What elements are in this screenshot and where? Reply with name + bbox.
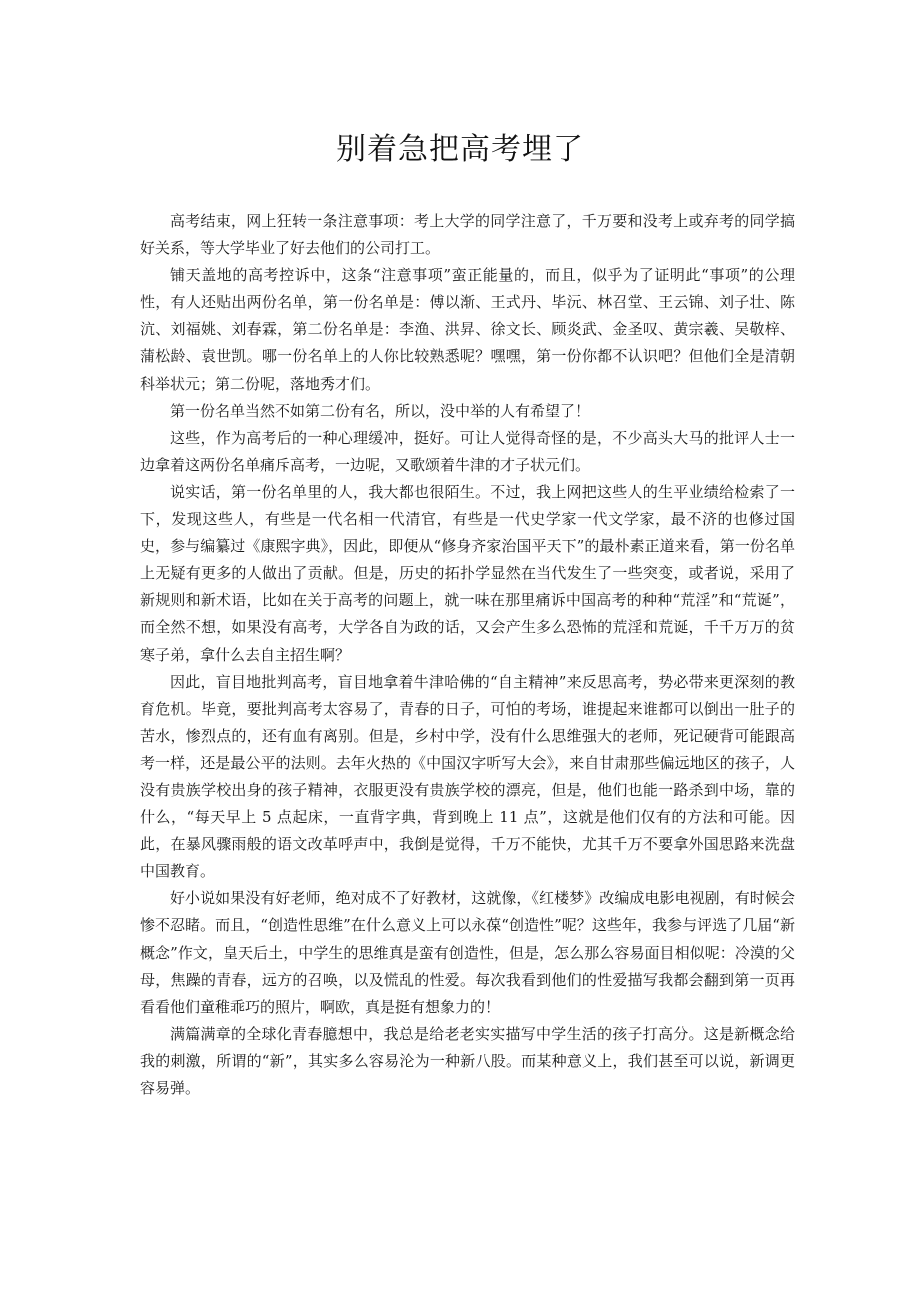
paragraph: 这些，作为高考后的一种心理缓冲，挺好。可让人觉得奇怪的是，不少高头大马的批评人士一边拿着这两份名单痛斥高考，一边呢，又歌颂着牛津的才子状元们。	[140, 428, 795, 474]
paragraph: 因此，盲目地批判高考，盲目地拿着牛津哈佛的“自主精神”来反思高考，势必带来更深刻的教育危机。毕竟，要批判高考太容易了，青春的日子，可怕的考场，谁提起来谁都可以倒出一肚子的苦水，惨烈点的，还有血有离别。但是，乡村中学，没有什么思维强大的老师，死记硬背可能跟高考一样，还是最公平的法则。去年火热的《中国汉字听写大会》，来自甘肃那些偏远地区的孩子，人没有贵族学校出身的孩子精神，衣服更没有贵族学校的漂亮，但是，他们也能一路杀到中场，靠的什么，“每天早上 5 点起床，一直背字典，背到晚上 11 点”，这就是他们仅有的方法和可能。因此，在暴风骤雨般的语文改革呼声中，我倒是觉得，千万不能快，尤其千万不要拿外国思路来洗盘中国教育。	[140, 672, 795, 881]
paragraph: 第一份名单当然不如第二份有名，所以，没中举的人有希望了！	[170, 401, 591, 420]
document-title: 别着急把高考埋了	[336, 132, 584, 167]
paragraph: 好小说如果没有好老师，绝对成不了好教材，这就像，《红楼梦》改编成电影电视剧，有时候会惨不忍睹。而且，“创造性思维”在什么意义上可以永葆“创造性”呢？这些年，我参与评选了几届“新概念”作文，皇天后土，中学生的思维真是蛮有创造性，但是，怎么那么容易面目相似呢：冷漠的父母，焦躁的青春，远方的召唤，以及慌乱的性爱。每次我看到他们的性爱描写我都会翻到第一页再看看他们童稚乖巧的照片，啊欧，真是挺有想象力的！	[140, 889, 795, 1016]
paragraph: 高考结束，网上狂转一条注意事项：考上大学的同学注意了，千万要和没考上或弃考的同学搞好关系，等大学毕业了好去他们的公司打工。	[140, 212, 795, 258]
paragraph: 满篇满章的全球化青春臆想中，我总是给老老实实描写中学生活的孩子打高分。这是新概念给我的刺激，所谓的“新”，其实多么容易沦为一种新八股。而某种意义上，我们甚至可以说，新调更容易弹。	[140, 1024, 795, 1097]
article-body	[140, 208, 795, 1102]
paragraph: 铺天盖地的高考控诉中，这条“注意事项”蛮正能量的，而且，似乎为了证明此“事项”的公理性，有人还贴出两份名单，第一份名单是：傅以渐、王式丹、毕沅、林召堂、王云锦、刘子壮、陈沆、刘福姚、刘春霖，第二份名单是：李渔、洪昇、徐文长、顾炎武、金圣叹、黄宗羲、吴敬梓、蒲松龄、袁世凯。哪一份名单上的人你比较熟悉呢？嘿嘿，第一份你都不认识吧？但他们全是清朝科举状元；第二份呢，落地秀才们。	[140, 266, 795, 393]
paragraph: 说实话，第一份名单里的人，我大都也很陌生。不过，我上网把这些人的生平业绩给检索了一下，发现这些人，有些是一代名相一代清官，有些是一代史学家一代文学家，最不济的也修过国史，参与编纂过《康熙字典》，因此，即便从“修身齐家治国平天下”的最朴素正道来看，第一份名单上无疑有更多的人做出了贡献。但是，历史的拓扑学显然在当代发生了一些突变，或者说，采用了新规则和新术语，比如在关于高考的问题上，就一味在那里痛诉中国高考的种种“荒淫”和“荒诞”，而全然不想，如果没有高考，大学各自为政的话，又会产生多么恐怖的荒淫和荒诞，千千万万的贫寒子弟，拿什么去自主招生啊？	[140, 482, 795, 664]
